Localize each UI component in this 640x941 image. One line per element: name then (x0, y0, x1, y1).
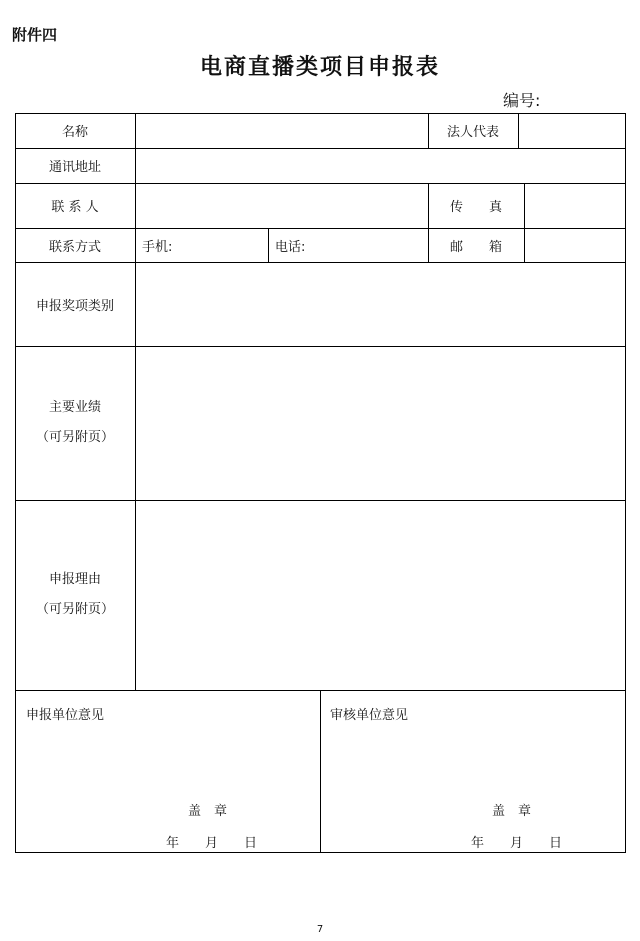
applicant-opinion-heading: 申报单位意见 (26, 708, 105, 723)
email-label: 邮 箱 (449, 239, 502, 255)
award-category-label: 申报奖项类别 (35, 298, 114, 314)
serial-number-label: 编号: (503, 91, 541, 110)
name-label: 名称 (61, 125, 88, 140)
reason-field[interactable] (136, 500, 625, 690)
applicant-seal-label: 盖 章 (188, 804, 228, 819)
legal-representative-label: 法人代表 (446, 125, 499, 140)
award-category-field[interactable] (136, 262, 625, 346)
name-field[interactable] (136, 113, 428, 148)
fax-label: 传 真 (449, 200, 502, 215)
fax-field[interactable] (525, 183, 625, 228)
applicant-date-label: 年 月 日 (166, 836, 258, 851)
contact-person-label: 联 系 人 (51, 200, 99, 215)
mobile-field[interactable]: 手机: (142, 239, 173, 255)
address-label: 通讯地址 (48, 160, 101, 175)
reason-note: （可另附页） (35, 602, 114, 617)
achievements-label: 主要业绩 (48, 400, 101, 415)
legal-representative-field[interactable] (519, 113, 625, 148)
form-title: 电商直播类项目申报表 (199, 55, 440, 80)
reviewer-opinion-heading: 审核单位意见 (330, 708, 409, 723)
reason-label-cell (15, 500, 135, 690)
email-field[interactable] (525, 228, 625, 262)
achievements-field[interactable] (136, 346, 625, 500)
address-field[interactable] (136, 148, 625, 183)
reason-label: 申报理由 (48, 572, 101, 587)
phone-field[interactable]: 电话: (275, 239, 306, 255)
achievements-note: （可另附页） (35, 430, 114, 445)
annex-label: 附件四 (12, 26, 58, 44)
page-number: 7 (316, 924, 324, 935)
reviewer-date-label: 年 月 日 (471, 836, 563, 851)
contact-person-field[interactable] (136, 183, 428, 228)
reviewer-seal-label: 盖 章 (492, 804, 532, 819)
contact-method-label: 联系方式 (48, 239, 101, 255)
achievements-label-cell (15, 346, 135, 500)
